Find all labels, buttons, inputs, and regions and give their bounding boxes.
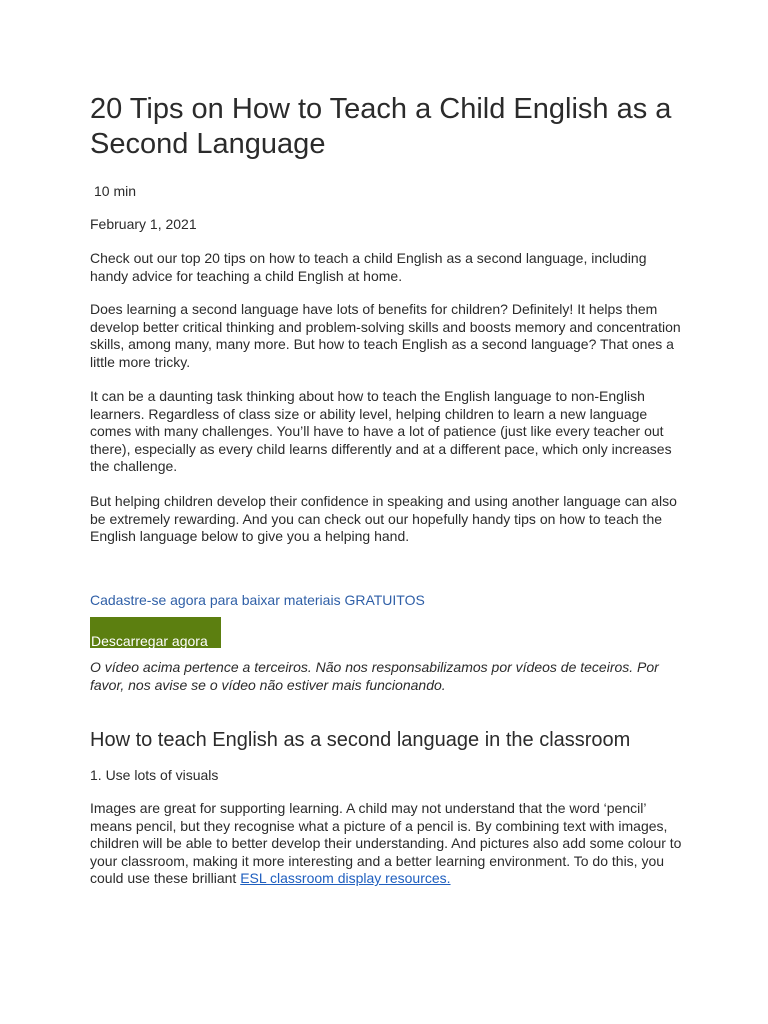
challenges-paragraph: It can be a daunting task thinking about how to teach the English language to non-English learners. Regardless of class size or ability level, helping children to learn a new language comes with many challenges. You’ll have to have a lot of patience (just like every teacher out there), especially as every child learns differently and at a different pace, which only increases the challenge. xyxy=(90,388,672,475)
tip-heading: 1. Use lots of visuals xyxy=(90,767,219,783)
publish-date: February 1, 2021 xyxy=(90,216,197,232)
tip-paragraph xyxy=(90,800,682,888)
video-disclaimer: O vídeo acima pertence a terceiros. Não nos responsabilizamos por vídeos de teceiros. Por favor, nos avise se o vídeo não estiver mais funcionando. xyxy=(90,659,659,693)
benefits-paragraph: Does learning a second language have lots of benefits for children? Definitely! It helps them develop better critical thinking and problem-solving skills and boosts memory and concentration skills, among many, many more. But how to teach English as a second language? That ones a little more tricky. xyxy=(90,301,681,370)
download-button-label: Descarregar agora xyxy=(91,633,208,648)
intro-paragraph: Check out our top 20 tips on how to teach a child English as a second language, including handy advice for teaching a child English at home. xyxy=(90,250,647,284)
rewarding-paragraph: But helping children develop their confidence in speaking and using another language can also be extremely rewarding. And you can check out our hopefully handy tips on how to teach the English language below to give you a helping hand. xyxy=(90,493,677,545)
section-heading: How to teach English as a second language in the classroom xyxy=(90,729,631,751)
read-time: 10 min xyxy=(94,183,137,199)
page-title: 20 Tips on How to Teach a Child English as a Second Language xyxy=(90,93,672,160)
download-button[interactable] xyxy=(90,617,221,648)
tip-paragraph-text: Images are great for supporting learning. A child may not understand that the word ‘pencil’ means pencil, but they recognise what a picture of a pencil is. By combining text with images, children will be able to better develop their understanding. And pictures also add some colour to your classroom, making it more interesting and a better learning environment. To do this, you could use these brilliant xyxy=(90,800,682,887)
esl-display-resources-link[interactable]: ESL classroom display resources. xyxy=(240,870,451,887)
signup-link[interactable]: Cadastre-se agora para baixar materiais GRATUITOS xyxy=(90,592,425,608)
